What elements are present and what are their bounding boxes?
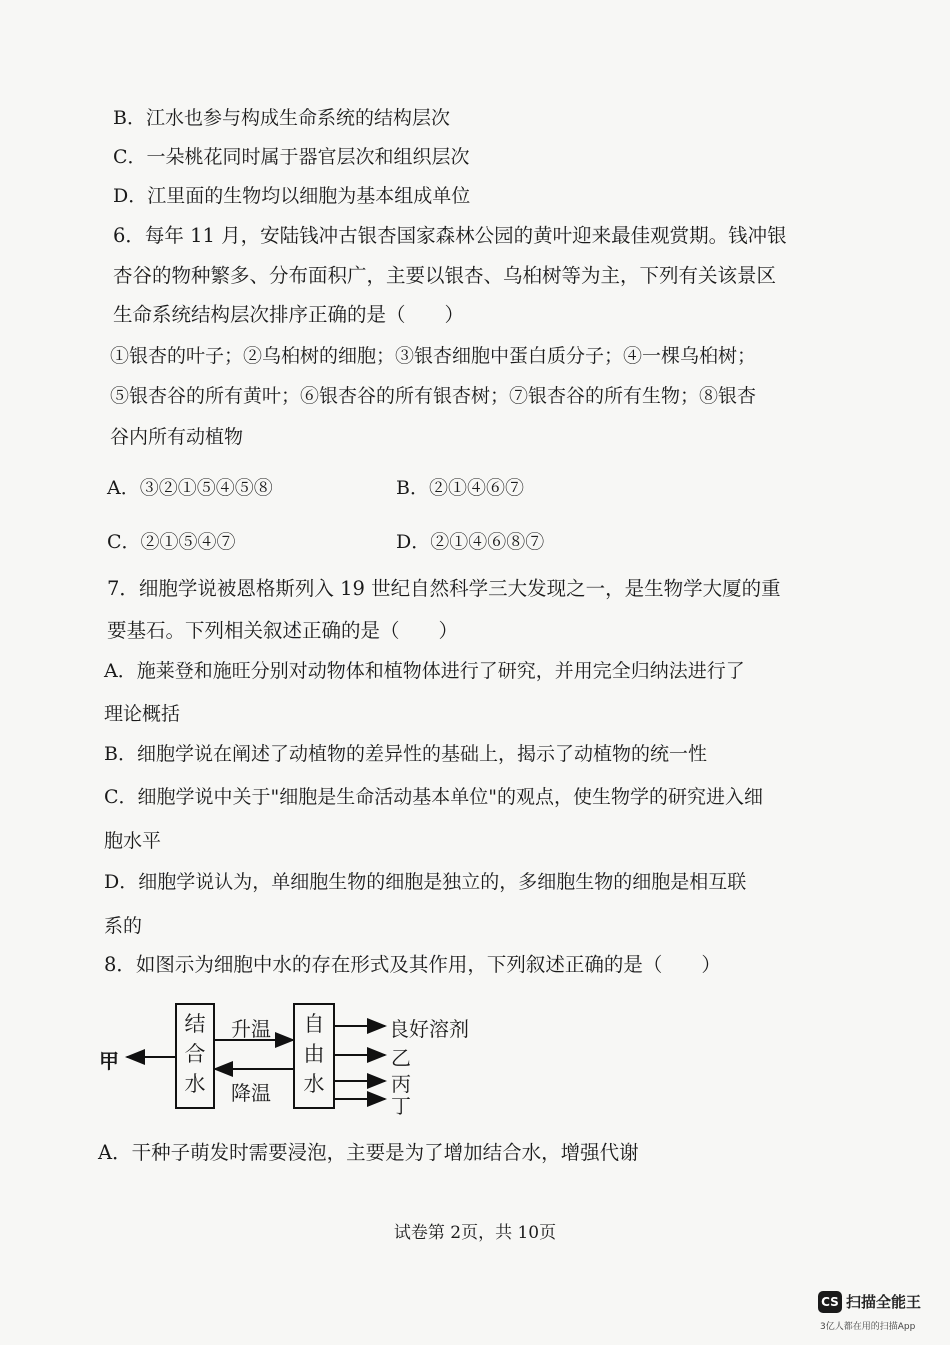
free-water-char-2: 由: [303, 1042, 325, 1066]
label-bing: 丙: [391, 1072, 411, 1096]
label-ding: 丁: [391, 1094, 411, 1118]
q5-option-b: B．江水也参与构成生命系统的结构层次: [113, 107, 450, 129]
q6-stem-line-3: 生命系统结构层次排序正确的是（ ）: [113, 303, 465, 326]
scanner-app-name: 扫描全能王: [846, 1293, 922, 1311]
q7-option-c-line-1: C．细胞学说中关于"细胞是生命活动基本单位"的观点，使生物学的研究进入细: [104, 786, 764, 808]
q8-stem: 8．如图示为细胞中水的存在形式及其作用，下列叙述正确的是（ ）: [104, 953, 721, 976]
q6-items-line-1: ①银杏的叶子；②乌桕树的细胞；③银杏细胞中蛋白质分子；④一棵乌桕树；: [110, 345, 757, 367]
q5-option-c: C．一朵桃花同时属于器官层次和组织层次: [113, 146, 470, 168]
q7-option-c-line-2: 胞水平: [104, 830, 162, 852]
q7-option-a-line-2: 理论概括: [104, 703, 181, 725]
page-footer: 试卷第 2页，共 10页: [393, 1223, 557, 1243]
q6-stem-line-1: 6．每年 11 月，安陆钱冲古银杏国家森林公园的黄叶迎来最佳观赏期。钱冲银: [113, 224, 787, 247]
label-good-solvent: 良好溶剂: [389, 1017, 469, 1041]
q8-option-a: A．干种子萌发时需要浸泡，主要是为了增加结合水，增强代谢: [98, 1141, 639, 1164]
label-jia: 甲: [99, 1049, 119, 1073]
label-yi: 乙: [391, 1046, 411, 1070]
bound-water-char-1: 结: [184, 1012, 206, 1036]
label-cool: 降温: [231, 1081, 271, 1105]
q7-stem-line-2: 要基石。下列相关叙述正确的是（ ）: [107, 619, 459, 642]
q6-items-line-2: ⑤银杏谷的所有黄叶；⑥银杏谷的所有银杏树；⑦银杏谷的所有生物；⑧银杏: [110, 385, 757, 407]
q7-option-a-line-1: A．施莱登和施旺分别对动物体和植物体进行了研究，并用完全归纳法进行了: [104, 660, 745, 682]
q7-option-d-line-1: D．细胞学说认为，单细胞生物的细胞是独立的，多细胞生物的细胞是相互联: [104, 871, 747, 893]
q6-option-a: A．③②①⑤④⑤⑧: [107, 477, 273, 499]
q7-stem-line-1: 7．细胞学说被恩格斯列入 19 世纪自然科学三大发现之一，是生物学大厦的重: [107, 577, 781, 600]
q6-items-line-3: 谷内所有动植物: [110, 426, 244, 448]
q5-option-d: D．江里面的生物均以细胞为基本组成单位: [113, 185, 471, 207]
q7-option-b: B．细胞学说在阐述了动植物的差异性的基础上，揭示了动植物的统一性: [104, 743, 707, 765]
water-forms-diagram: [95, 995, 515, 1120]
scanner-badge: [818, 1290, 938, 1334]
free-water-char-1: 自: [303, 1012, 325, 1036]
label-heat: 升温: [231, 1017, 271, 1041]
q6-option-b: B．②①④⑥⑦: [396, 477, 524, 499]
free-water-char-3: 水: [303, 1072, 325, 1096]
q7-option-d-line-2: 系的: [104, 915, 143, 937]
q6-option-d: D．②①④⑥⑧⑦: [396, 531, 545, 553]
bound-water-char-2: 合: [184, 1042, 206, 1066]
scanner-tagline: 3亿人都在用的扫描App: [820, 1322, 916, 1332]
bound-water-char-3: 水: [184, 1072, 206, 1096]
q6-stem-line-2: 杏谷的物种繁多、分布面积广，主要以银杏、乌桕树等为主，下列有关该景区: [113, 264, 777, 287]
scanner-logo-icon: CS: [818, 1291, 842, 1313]
q6-option-c: C．②①⑤④⑦: [107, 531, 236, 553]
